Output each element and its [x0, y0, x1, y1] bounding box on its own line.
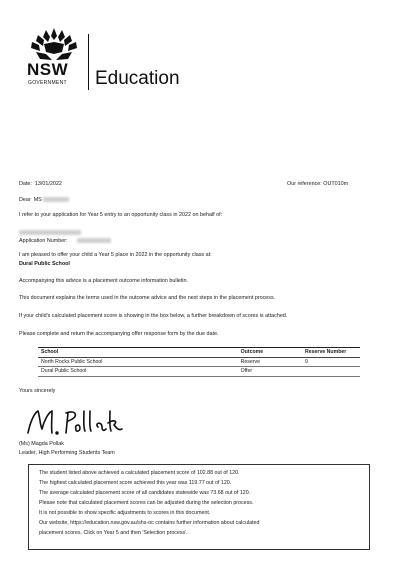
- application-number-label: Application Number:: [19, 237, 68, 244]
- header-reserve-number: Reserve Number: [302, 348, 360, 358]
- score-line: The student listed above achieved a calculated placement score of 102.88 out of 120.: [39, 470, 240, 476]
- table-row: [38, 367, 360, 376]
- offer-school: Dural Public School: [19, 261, 70, 267]
- signatory-name: (Ms) Magda Pollak: [19, 441, 64, 447]
- score-line: Please note that calculated placement scores can be adjusted during the selection process.: [39, 500, 254, 506]
- cell-outcome: Offer: [238, 367, 302, 376]
- table-row: [38, 357, 360, 366]
- paragraph-scores: If your child's calculated placement score is showing in the box below, a further breakdown of scores is attached.: [19, 313, 288, 319]
- logo-divider: [88, 34, 89, 90]
- placement-score-box: [28, 464, 370, 550]
- reference-value: OUT010m: [323, 181, 349, 187]
- date-value: 13/01/2022: [34, 181, 62, 187]
- paragraph-bulletin: Accompanying this advice is a placement outcome information bulletin.: [19, 278, 188, 284]
- nsw-education-logo: [24, 26, 224, 96]
- signatory-title: Leader, High Performing Students Team: [19, 450, 115, 456]
- score-line: The highest calculated placement score achieved this year was 119.77 out of 120.: [39, 480, 232, 486]
- intro-paragraph: I refer to your application for Year 5 entry to an opportunity class in 2022 on behalf of:: [19, 212, 223, 218]
- paragraph-explains: This document explains the terms used in the outcome advice and the next steps in the placement process.: [19, 295, 276, 301]
- score-line: It is not possible to show specific adjustments to scores in this document.: [39, 510, 211, 516]
- redacted-application-number: [77, 238, 111, 243]
- redacted-name: [43, 197, 69, 202]
- table-header-row: [38, 348, 360, 358]
- brand-name: NSW: [27, 60, 69, 79]
- handwritten-signature: [22, 403, 142, 443]
- salutation-title: MS: [33, 196, 42, 203]
- reference-label: Our reference:: [287, 181, 322, 187]
- offer-line: I am pleased to offer your child a Year 5 place in 2022 in the opportunity class at:: [19, 252, 212, 258]
- header-school: School: [38, 348, 238, 358]
- header-outcome: Outcome: [238, 348, 302, 358]
- reference-line: [287, 182, 348, 187]
- cell-outcome: Reserve: [238, 357, 302, 366]
- date-line: [19, 182, 62, 187]
- sign-off: Yours sincerely: [19, 388, 56, 394]
- cell-reserve-number: 9: [302, 357, 360, 366]
- cell-school: North Rocks Public School: [38, 357, 238, 366]
- score-line: The average calculated placement score of all candidates statewide was 73.68 out of 120.: [39, 490, 251, 496]
- brand-subtitle: GOVERNMENT: [28, 80, 67, 86]
- salutation: [19, 197, 69, 203]
- score-line: placement scores. Click on Year 5 and then 'Selection process'.: [39, 530, 188, 536]
- paragraph-response: Please complete and return the accompanying offer response form by the due date.: [19, 331, 219, 337]
- score-line: Our website, https://education.nsw.gov.au/shs-oc contains further information about calculated: [39, 520, 260, 526]
- date-label: Date:: [19, 181, 32, 187]
- nsw-waratah-logo-icon: [26, 26, 82, 62]
- cell-reserve-number: [302, 367, 360, 376]
- outcome-table: [38, 347, 360, 377]
- salutation-word: Dear: [19, 196, 31, 203]
- department-name: Education: [95, 68, 180, 89]
- cell-school: Dural Public School: [38, 367, 238, 376]
- application-number-line: [19, 238, 111, 244]
